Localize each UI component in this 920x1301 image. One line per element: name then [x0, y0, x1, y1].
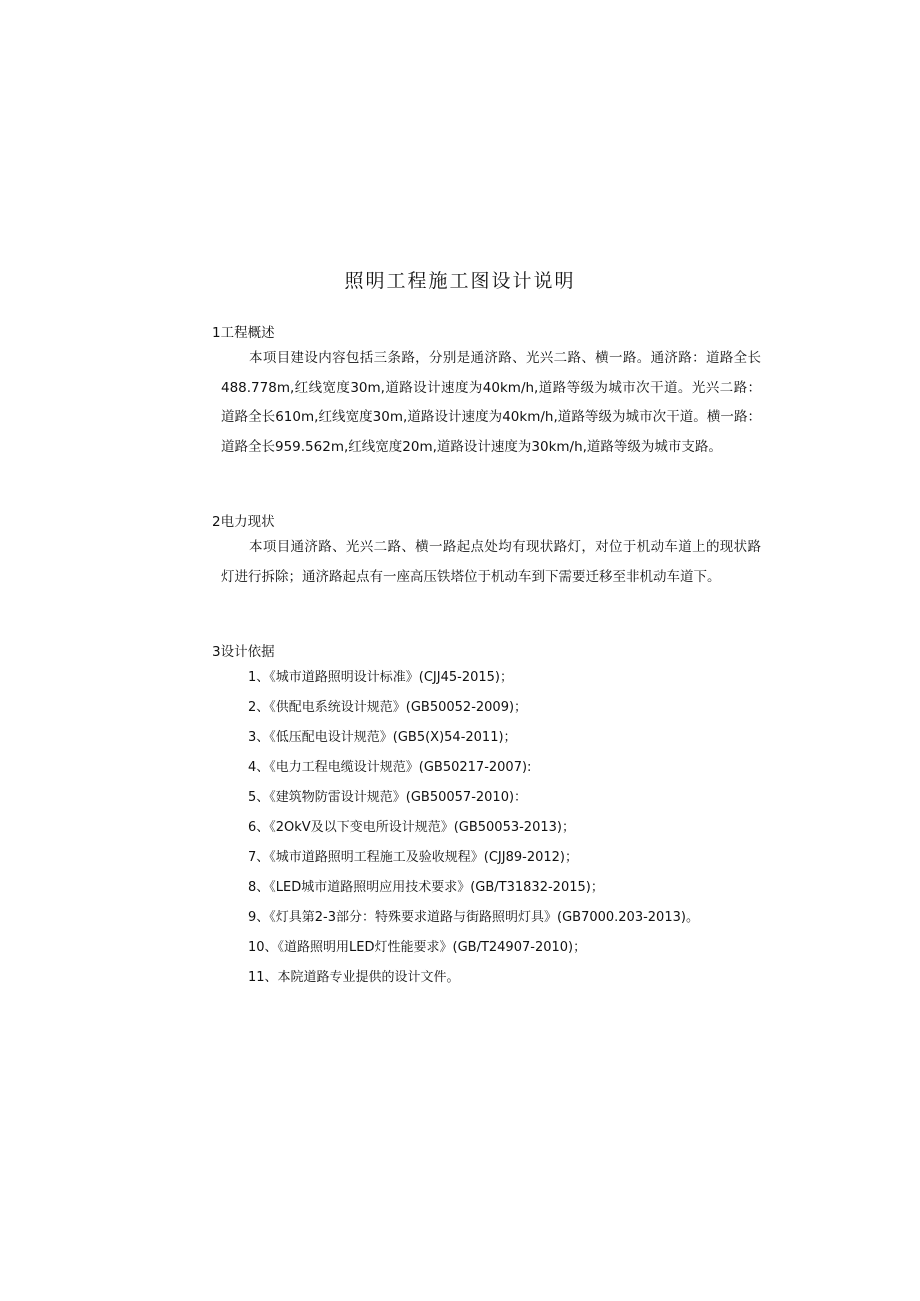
list-item: 10、《道路照明用LED灯性能要求》(GB/T24907-2010)；: [248, 940, 587, 955]
list-item: 7、《城市道路照明工程施工及验收规程》(CJJ89-2012)；: [248, 850, 578, 865]
page-title: 照明工程施工图设计说明: [344, 270, 576, 292]
list-item: 9、《灯具第2-3部分：特殊要求道路与街路照明灯具》(GB7000.203-2013)。: [248, 910, 699, 925]
list-item: 2、《供配电系统设计规范》(GB50052-2009)；: [248, 700, 528, 715]
design-basis-list: [248, 663, 699, 993]
list-item: 5、《建筑物防雷设计规范》(GB50057-2010)：: [248, 790, 528, 805]
section-heading-overview: 1工程概述: [212, 325, 275, 341]
list-item: 6、《2OkV及以下变电所设计规范》(GB50053-2013)；: [248, 820, 575, 835]
section-heading-power-status: 2电力现状: [212, 514, 275, 530]
section-paragraph-overview: 本项目建设内容包括三条路，分别是通济路、光兴二路、横一路。通济路：道路全长488.778m,红线宽度30m,道路设计速度为40km∕h,道路等级为城市次干道。光兴二路：道路全长610m,红线宽度30m,道路设计速度为40km∕h,道路等级为城市次干道。横一路：道路全长959.562m,红线宽度20m,道路设计速度为30km∕h,道路等级为城市支路。: [221, 350, 761, 455]
list-item: 11、本院道路专业提供的设计文件。: [248, 970, 460, 985]
list-item: 4、《电力工程电缆设计规范》(GB50217-2007):: [248, 760, 532, 775]
section-heading-design-basis: 3设计依据: [212, 644, 275, 660]
list-item: 3、《低压配电设计规范》(GB5(X)54-2011)；: [248, 730, 517, 745]
list-item: 8、《LED城市道路照明应用技术要求》(GB/T31832-2015)；: [248, 880, 604, 895]
list-item: 1、《城市道路照明设计标准》(CJJ45-2015)；: [248, 670, 513, 685]
section-paragraph-power-status: 本项目通济路、光兴二路、横一路起点处均有现状路灯，对位于机动车道上的现状路灯进行拆除；通济路起点有一座高压铁塔位于机动车到下需要迁移至非机动车道下。: [221, 539, 761, 585]
